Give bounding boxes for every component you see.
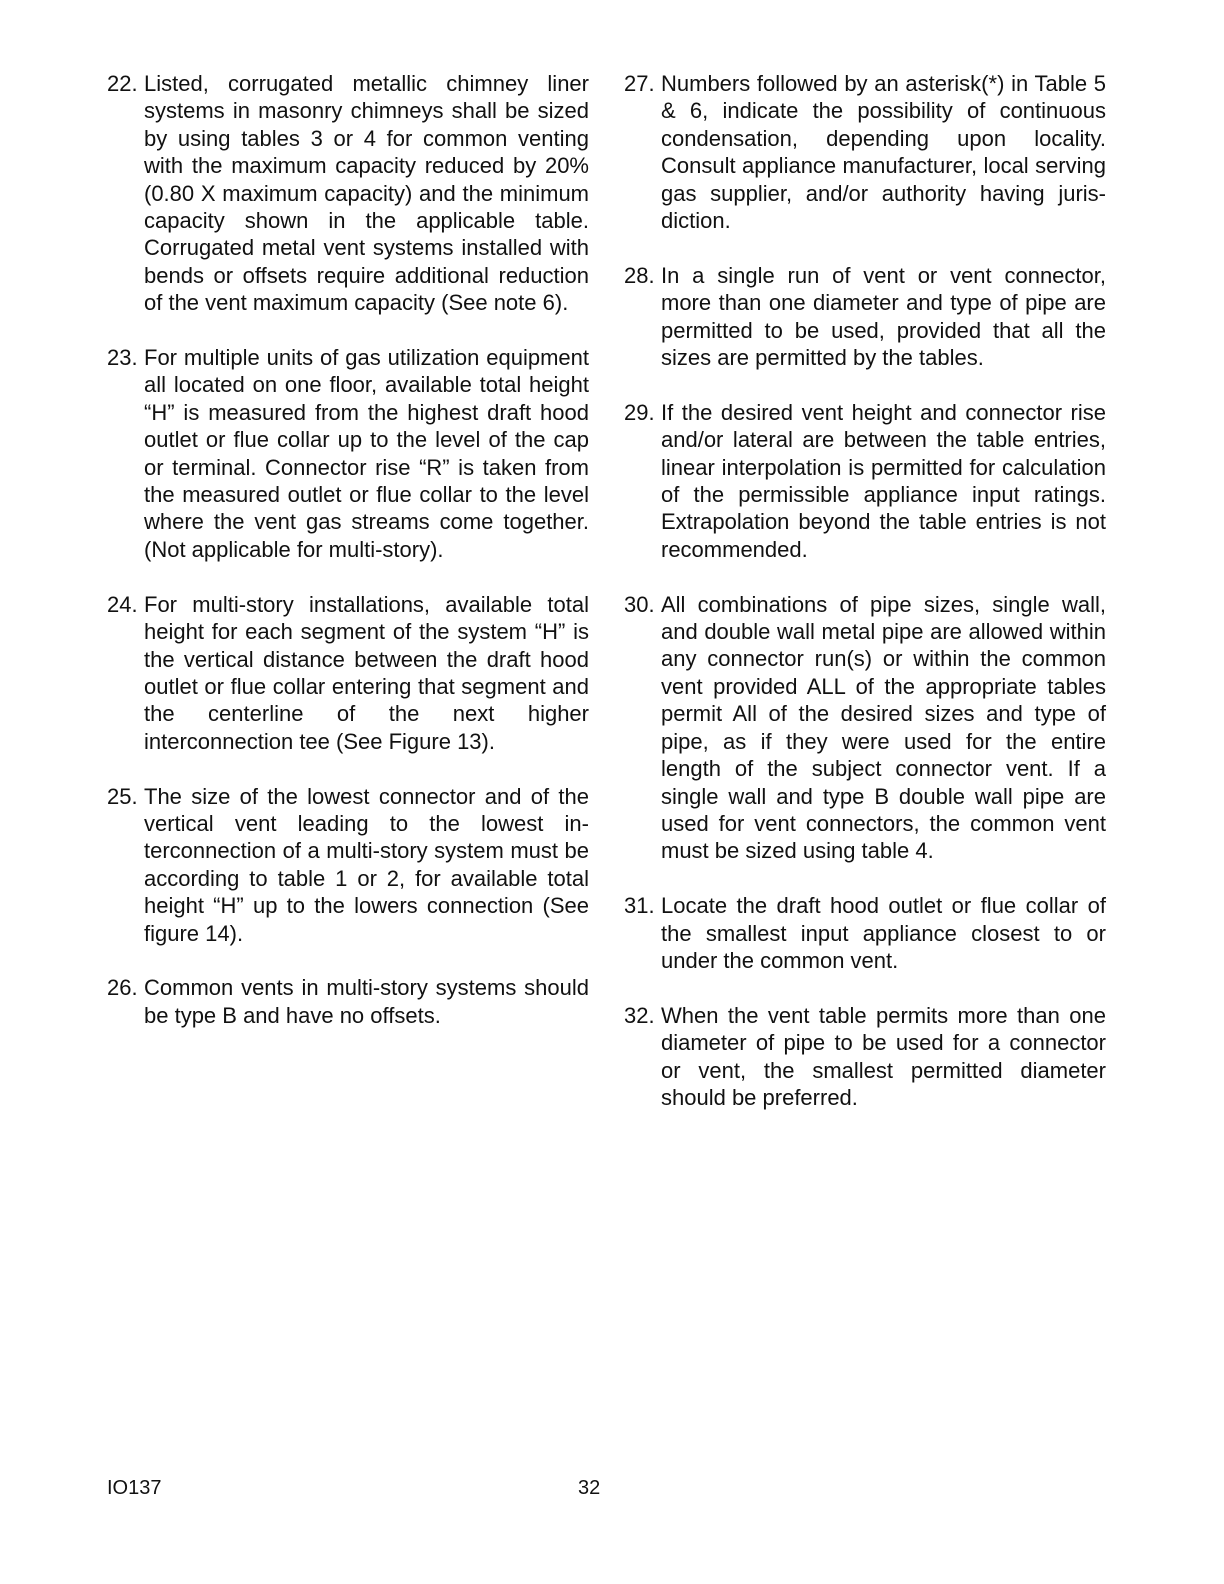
note-text: When the vent table permits more than one diameter of pipe to be used for a connector or vent, the smallest permitted diameter should be preferred. bbox=[661, 1002, 1106, 1110]
note-text: Common vents in multi-story systems should be type B and have no offsets. bbox=[144, 975, 589, 1028]
note-text: Numbers followed by an asterisk(*) in Table 5 & 6, indicate the possibility of continuous condensation, depending upon locality. Consult appliance manufacturer, local serving gas supplier, and/or authority having jurisdiction. bbox=[661, 71, 1106, 234]
left-column bbox=[107, 70, 589, 1057]
note-23 bbox=[107, 344, 589, 563]
note-30 bbox=[624, 591, 1106, 865]
note-text: All combinations of pipe sizes, single wall, and double wall metal pipe are allowed within any connector run(s) or within the common vent provided ALL of the appropriate tables permit All of the desired sizes and type of pipe, as if they were used for the entire length of the subject connector vent. If a single wall and type B double wall pipe are used for vent connectors, the common vent must be sized using table 4. bbox=[661, 591, 1106, 864]
note-number: 29. bbox=[624, 399, 655, 425]
note-number: 32. bbox=[624, 1002, 655, 1028]
note-number: 24. bbox=[107, 591, 138, 617]
note-number: 27. bbox=[624, 71, 655, 96]
page-number: 32 bbox=[578, 1477, 601, 1499]
note-number: 22. bbox=[107, 71, 138, 96]
note-32 bbox=[624, 1002, 1106, 1112]
note-number: 23. bbox=[107, 345, 138, 371]
note-26 bbox=[107, 974, 589, 1029]
note-25 bbox=[107, 783, 589, 947]
note-text: In a single run of vent or vent connector, more than one diameter and type of pipe are permitted to be used, provided that all the sizes are permitted by the tables. bbox=[661, 262, 1106, 371]
note-number: 30. bbox=[624, 591, 655, 617]
note-text: Listed, corrugated metallic chimney liner systems in masonry chimneys shall be sized by using tables 3 or 4 for common venting with the maximum capacity reduced by 20% (0.80 X maximum capacity) and the minimum capacity shown in the applicable table. Corrugated metal vent systems installed with bends or offsets require additional reduction of the vent maximum capacity (See note 6). bbox=[144, 71, 589, 316]
note-text: Locate the draft hood outlet or flue collar of the smallest input appliance closest to or under the common vent. bbox=[661, 893, 1106, 973]
note-number: 25. bbox=[107, 783, 138, 809]
note-27 bbox=[624, 70, 1106, 234]
note-number: 26. bbox=[107, 975, 138, 1001]
right-column bbox=[624, 70, 1106, 1139]
note-29 bbox=[624, 399, 1106, 563]
note-number: 31. bbox=[624, 893, 655, 919]
note-text: For multi-story installations, available total height for each segment of the system “H” is the vertical distance between the draft hood outlet or flue collar entering that segment and the centerline of the next higher interconnection tee (See Figure 13). bbox=[144, 591, 589, 754]
note-22 bbox=[107, 70, 589, 317]
note-text: If the desired vent height and connector rise and/or lateral are between the table entries, linear interpolation is permitted for calculation of the permissible appliance input ratings. Extrapolation beyond the table entries is not recommended. bbox=[661, 399, 1106, 562]
note-28 bbox=[624, 262, 1106, 372]
note-24 bbox=[107, 591, 589, 755]
note-text: For multiple units of gas utilization equipment all located on one floor, available total height “H” is measured from the highest draft hood outlet or flue collar up to the level of the cap or terminal. Connector rise “R” is taken from the measured outlet or flue collar to the level where the vent gas streams come together. (Not applicable for multi-story). bbox=[144, 345, 589, 562]
document-code: IO137 bbox=[107, 1477, 162, 1499]
note-number: 28. bbox=[624, 262, 655, 288]
note-text: The size of the lowest connector and of the vertical vent leading to the lowest interconnection of a multi-story system must be according to table 1 or 2, for available total height “H” up to the lowers connection (See figure 14). bbox=[144, 783, 589, 946]
note-31 bbox=[624, 892, 1106, 974]
